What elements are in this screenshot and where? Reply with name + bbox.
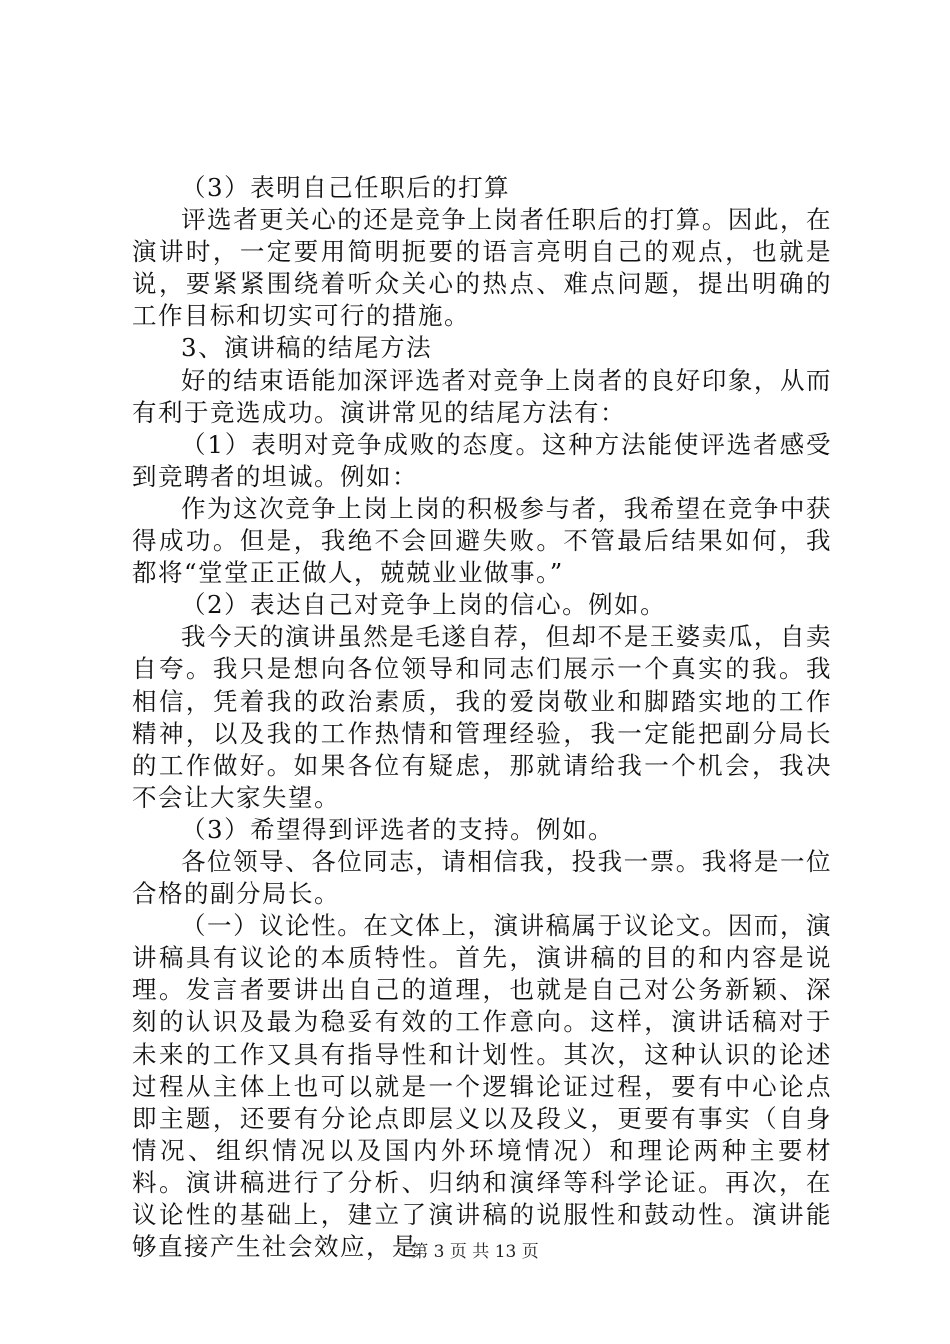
document-body bbox=[132, 172, 832, 1263]
paragraph: 各位领导、各位同志，请相信我，投我一票。我将是一位合格的副分局长。 bbox=[132, 846, 832, 909]
paragraph: （3）希望得到评选者的支持。例如。 bbox=[181, 814, 615, 844]
paragraph: （3）表明自己任职后的打算 bbox=[181, 173, 511, 202]
paragraph: 评选者更关心的还是竞争上岗者任职后的打算。因此，在演讲时，一定要用简明扼要的语言亮明自己的观点，也就是说，要紧紧围绕着听众关心的热点、难点问题，提出明确的工作目标和切实可行的措施。 bbox=[132, 205, 832, 331]
paragraph: 3、演讲稿的结尾方法 bbox=[181, 333, 433, 363]
paragraph: 作为这次竞争上岗上岗的积极参与者，我希望在竞争中获得成功。但是，我绝不会回避失败。不管最后结果如何，我都将“堂堂正正做人，兢兢业业做事。” bbox=[132, 493, 832, 588]
paragraph: （2）表达自己对竞争上岗的信心。例如。 bbox=[181, 590, 667, 620]
paragraph: 我今天的演讲虽然是毛遂自荐，但却不是王婆卖瓜，自卖自夸。我只是想向各位领导和同志们展示一个真实的我。我相信，凭着我的政治素质，我的爱岗敬业和脚踏实地的工作精神，以及我的工作热情和管理经验，我一定能把副分局长的工作做好。如果各位有疑虑，那就请给我一个机会，我决不会让大家失望。 bbox=[132, 622, 832, 812]
page-footer bbox=[0, 1240, 950, 1264]
paragraph: 好的结束语能加深评选者对竞争上岗者的良好印象，从而有利于竞选成功。演讲常见的结尾方法有： bbox=[132, 365, 832, 427]
paragraph: （1）表明对竞争成败的态度。这种方法能使评选者感受到竞聘者的坦诚。例如： bbox=[132, 429, 832, 491]
page-number-label: 第 3 页 共 13 页 bbox=[411, 1242, 539, 1262]
paragraph: （一）议论性。在文体上，演讲稿属于议论文。因而，演讲稿具有议论的本质特性。首先，演讲稿的目的和内容是说理。发言者要讲出自己的道理，也就是自己对公务新颖、深刻的认识及最为稳妥有效的工作意向。这样，演讲话稿对于未来的工作又具有指导性和计划性。其次，这种认识的论述过程从主体上也可以就是一个逻辑论证过程，要有中心论点即主题，还要有分论点即层义以及段义，更要有事实（自身情况、组织情况以及国内外环境情况）和理论两种主要材料。演讲稿进行了分析、归纳和演绎等科学论证。再次，在议论性的基础上，建立了演讲稿的说服性和鼓动性。演讲能够直接产生社会效应，是 bbox=[132, 911, 832, 1262]
